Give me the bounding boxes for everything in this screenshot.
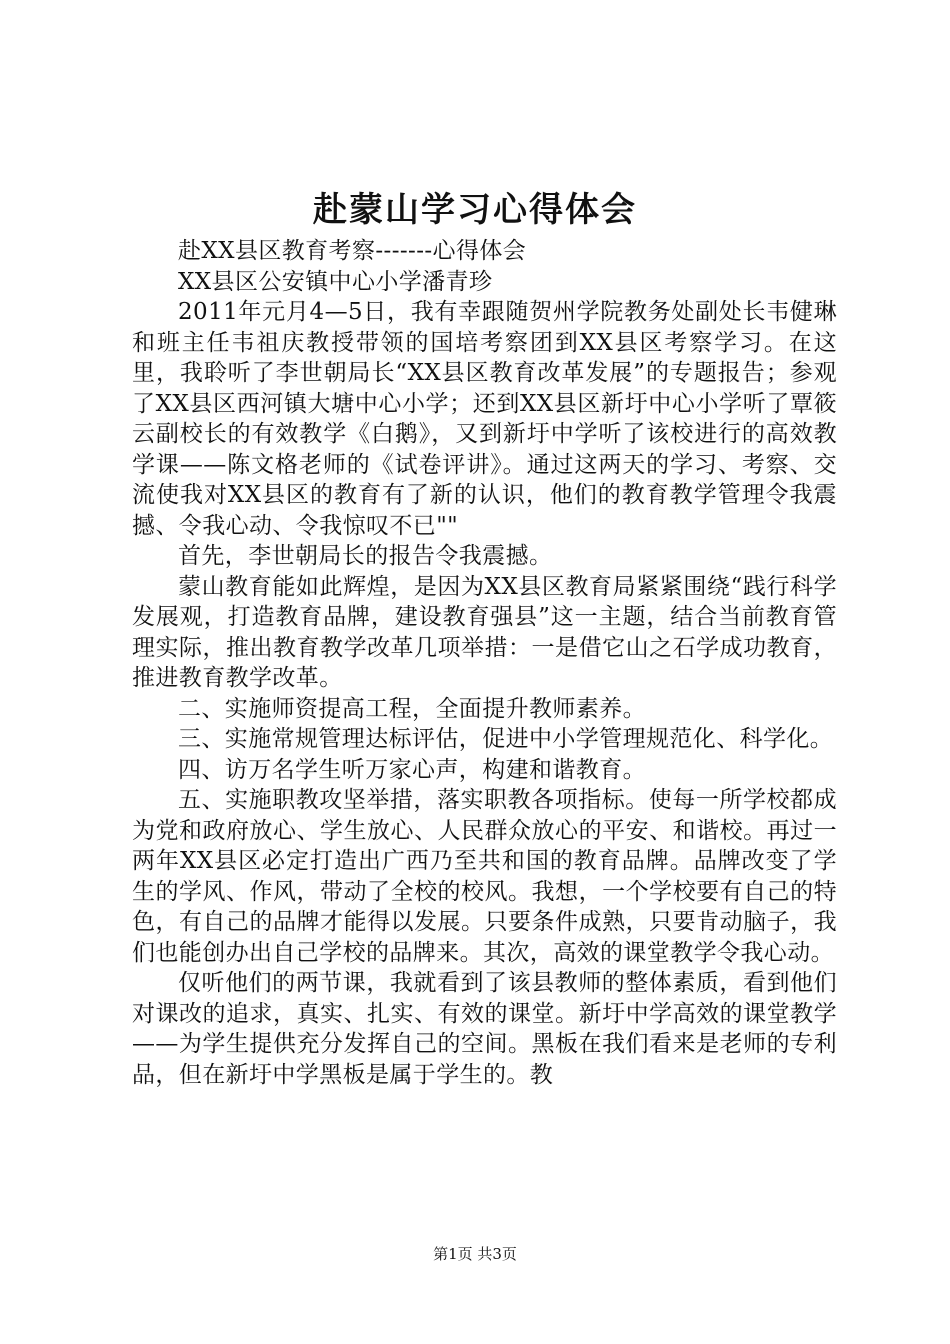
- paragraph-measure-three: 三、实施常规管理达标评估，促进中小学管理规范化、科学化。: [178, 726, 834, 752]
- paragraph-measure-five: 五、实施职教攻坚举措，落实职教各项指标。使每一所学校都成为党和政府放心、学生放心、人民群众放心的平安、和谐校。再过一两年XX县区必定打造出广西乃至共和国的教育品牌。品牌改变了学生的学风、作风，带动了全校的校风。我想，一个学校要有自己的特色，有自己的品牌才能得以发展。只要条件成熟，只要肯动脑子，我们也能创办出自己学校的品牌来。其次，高效的课堂教学令我心动。: [132, 787, 837, 966]
- paragraph-measures: 蒙山教育能如此辉煌，是因为XX县区教育局紧紧围绕“践行科学发展观，打造教育品牌，建设教育强县”这一主题，结合当前教育管理实际，推出教育教学改革几项举措：一是借它山之石学成功教育，推进教育教学改革。: [132, 573, 837, 691]
- page-footer: 第1页 共3页: [433, 1245, 517, 1263]
- paragraph-measure-four: 四、访万名学生听万家心声，构建和谐教育。: [178, 756, 646, 783]
- paragraph-subtitle: 赴XX县区教育考察-------心得体会: [178, 238, 527, 264]
- paragraph-first-point: 首先，李世朝局长的报告令我震撼。: [178, 543, 553, 569]
- document-body: [132, 236, 837, 1090]
- paragraph-intro: 2011年元月4—5日，我有幸跟随贺州学院教务处副处长韦健琳和班主任韦祖庆教授带领的国培考察团到XX县区考察学习。在这里，我聆听了李世朝局长“XX县区教育改革发展”的专题报告；参观了XX县区西河镇大塘中心小学；还到XX县区新圩中心小学听了覃筱云副校长的有效教学《白鹅》，又到新圩中学听了该校进行的高效教学课——陈文格老师的《试卷评讲》。通过这两天的学习、考察、交流使我对XX县区的教育有了新的认识，他们的教育教学管理令我震撼、令我心动、令我惊叹不已"": [132, 299, 837, 539]
- paragraph-measure-two: 二、实施师资提高工程，全面提升教师素养。: [178, 695, 646, 722]
- paragraph-author: XX县区公安镇中心小学潘青珍: [178, 268, 493, 295]
- paragraph-classroom: 仅听他们的两节课，我就看到了该县教师的整体素质，看到他们对课改的追求，真实、扎实、有效的课堂。新圩中学高效的课堂教学——为学生提供充分发挥自己的空间。黑板在我们看来是老师的专利品，但在新圩中学黑板是属于学生的。教: [132, 970, 837, 1088]
- document-title: 赴蒙山学习心得体会: [313, 190, 637, 230]
